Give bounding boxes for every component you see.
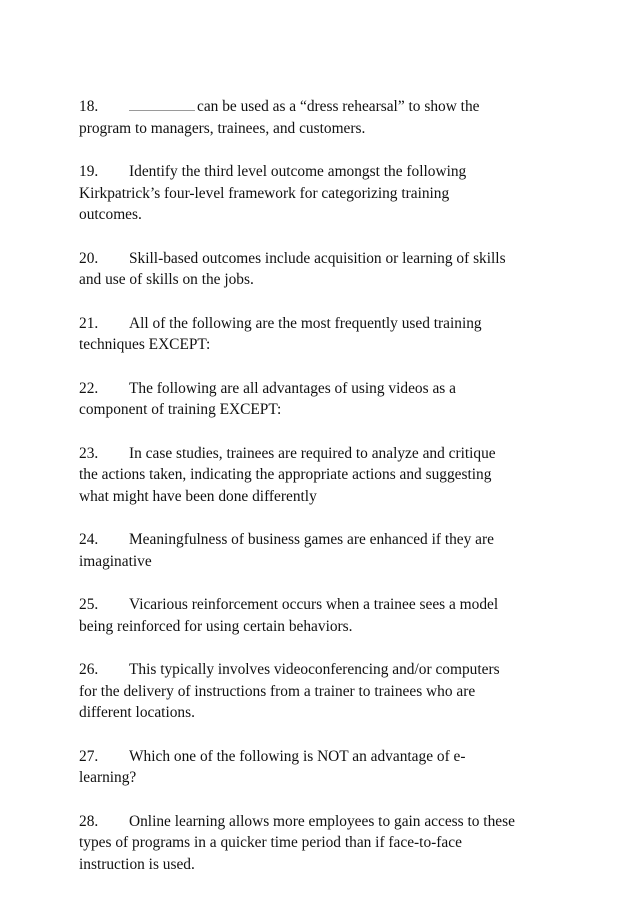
question-number: 28. bbox=[79, 812, 99, 830]
question-text-line: Identify the third level outcome amongst the following bbox=[129, 163, 467, 180]
question-text-line: techniques EXCEPT: bbox=[79, 336, 211, 353]
question-text-line: different locations. bbox=[79, 704, 195, 721]
question-text-line: learning? bbox=[79, 769, 137, 786]
question-23 bbox=[79, 443, 569, 508]
question-text-line: This typically involves videoconferencing and/or computers bbox=[129, 661, 500, 678]
question-text-line: The following are all advantages of using videos as a bbox=[129, 379, 456, 397]
question-list bbox=[79, 96, 569, 875]
question-27 bbox=[79, 746, 569, 789]
question-text-line: Skill-based outcomes include acquisition or learning of skills bbox=[129, 249, 506, 267]
question-text-line: for the delivery of instructions from a trainer to trainees who are bbox=[79, 682, 476, 700]
question-text-line: imaginative bbox=[79, 552, 152, 570]
question-text-line: being reinforced for using certain behaviors. bbox=[79, 617, 353, 635]
question-number: 19. bbox=[79, 163, 99, 180]
question-number: 26. bbox=[79, 661, 99, 678]
question-text-line: what might have been done differently bbox=[79, 487, 317, 505]
question-text-line: Kirkpatrick’s four-level framework for categorizing training bbox=[79, 184, 450, 202]
question-number: 27. bbox=[79, 747, 99, 765]
question-18 bbox=[79, 96, 569, 139]
question-text-line: types of programs in a quicker time period than if face-to-face bbox=[79, 834, 462, 851]
question-number: 21. bbox=[79, 314, 99, 332]
question-25 bbox=[79, 594, 569, 637]
question-text-line: component of training EXCEPT: bbox=[79, 401, 282, 418]
question-22 bbox=[79, 378, 569, 421]
question-number: 18. bbox=[79, 98, 99, 115]
question-text-line: outcomes. bbox=[79, 206, 142, 223]
question-text-line: program to managers, trainees, and customers. bbox=[79, 119, 366, 137]
question-20 bbox=[79, 248, 569, 291]
question-28 bbox=[79, 811, 569, 876]
question-text-line: the actions taken, indicating the appropriate actions and suggesting bbox=[79, 466, 492, 483]
question-number: 24. bbox=[79, 531, 99, 548]
question-text-line: instruction is used. bbox=[79, 855, 195, 873]
answer-blank bbox=[129, 98, 195, 111]
question-text-line: Online learning allows more employees to gain access to these bbox=[129, 812, 515, 830]
question-number: 20. bbox=[79, 249, 99, 267]
question-text-line: In case studies, trainees are required to analyze and critique bbox=[129, 444, 496, 462]
question-text-line: Vicarious reinforcement occurs when a trainee sees a model bbox=[129, 596, 499, 613]
question-21 bbox=[79, 313, 569, 356]
question-19 bbox=[79, 161, 569, 226]
question-text-line: All of the following are the most frequently used training bbox=[129, 314, 482, 332]
question-26 bbox=[79, 659, 569, 724]
question-text-line: Which one of the following is NOT an advantage of e- bbox=[129, 747, 466, 765]
question-number: 23. bbox=[79, 444, 99, 462]
question-number: 25. bbox=[79, 596, 99, 613]
question-text-line: and use of skills on the jobs. bbox=[79, 271, 254, 288]
question-number: 22. bbox=[79, 379, 99, 397]
question-text-line: can be used as a “dress rehearsal” to show the bbox=[197, 98, 480, 115]
question-24 bbox=[79, 529, 569, 572]
question-text-line: Meaningfulness of business games are enhanced if they are bbox=[129, 531, 494, 548]
